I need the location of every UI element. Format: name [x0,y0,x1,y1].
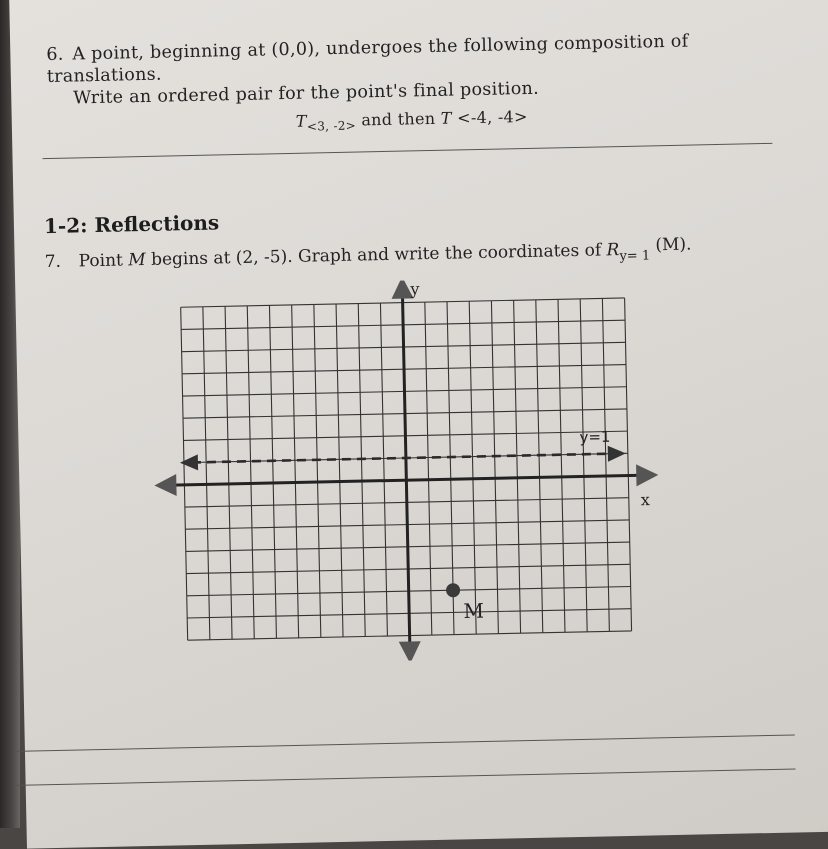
translation-composition [296,106,528,134]
reflection-line-label: y=1 [579,427,611,447]
x-axis-right-arrow [636,464,658,486]
y-axis-label: y [410,279,420,299]
answer-line-q6 [43,143,773,159]
reflection-symbol: R [606,240,620,261]
axes [150,275,662,666]
answer-line-2 [16,768,796,785]
dashed-line-left-arrow [180,454,198,470]
question-6-line-2: Write an ordered pair for the point's final position. [73,78,540,109]
question-6-line-1: A point, beginning at (0,0), undergoes the following composition of translations. [46,31,689,88]
section-title: 1-2: Reflections [43,210,220,239]
translation-joiner: and then [361,108,436,130]
grid-line-vertical [225,306,232,639]
grid-line-vertical [558,299,565,632]
grid-line-vertical [247,306,254,639]
x-axis-left-arrow [154,474,176,496]
grid-line-vertical [292,305,299,638]
question-7 [44,234,692,273]
x-axis-label: x [640,490,651,510]
point-m-dot [446,583,460,597]
grid-line-vertical [491,301,498,634]
grid-line-vertical [181,307,188,640]
grid-line-vertical [469,301,476,634]
question-6 [46,29,787,134]
grid-line-vertical [314,304,321,637]
translation-symbol-2: T [440,108,452,128]
translation-vector-1: <3, -2> [306,118,357,134]
grid-line-vertical [514,300,521,633]
grid-line-vertical [425,302,432,635]
grid-line-vertical [625,298,632,631]
grid-line-vertical [380,303,387,636]
y-axis-down-arrow [399,641,421,663]
grid-line-vertical [203,307,210,640]
worksheet-page [9,0,828,849]
question-7-text-before: Point [78,250,124,272]
question-7-number: 7. [44,251,62,273]
grid-line-vertical [269,305,276,638]
coordinate-grid-graph [145,275,693,666]
reflection-line: y= 1 [619,248,651,265]
reflection-argument: (M). [655,234,692,256]
question-7-point-name: M [128,249,146,271]
translation-vector-2: <-4, -4> [456,106,528,128]
dashed-line-right-arrow [608,445,626,461]
question-7-text-after: begins at (2, -5). Graph and write the coordinates of [150,240,602,270]
y-axis [402,289,410,652]
grid-line-vertical [336,304,343,637]
grid-line-vertical [536,300,543,633]
answer-line-1 [15,734,795,751]
grid-line-vertical [358,304,365,637]
question-6-number: 6. [46,44,64,66]
translation-symbol-1: T [295,111,308,131]
grid-line-vertical [602,298,609,631]
grid-line-vertical [580,299,587,632]
point-m-label: M [463,598,485,624]
